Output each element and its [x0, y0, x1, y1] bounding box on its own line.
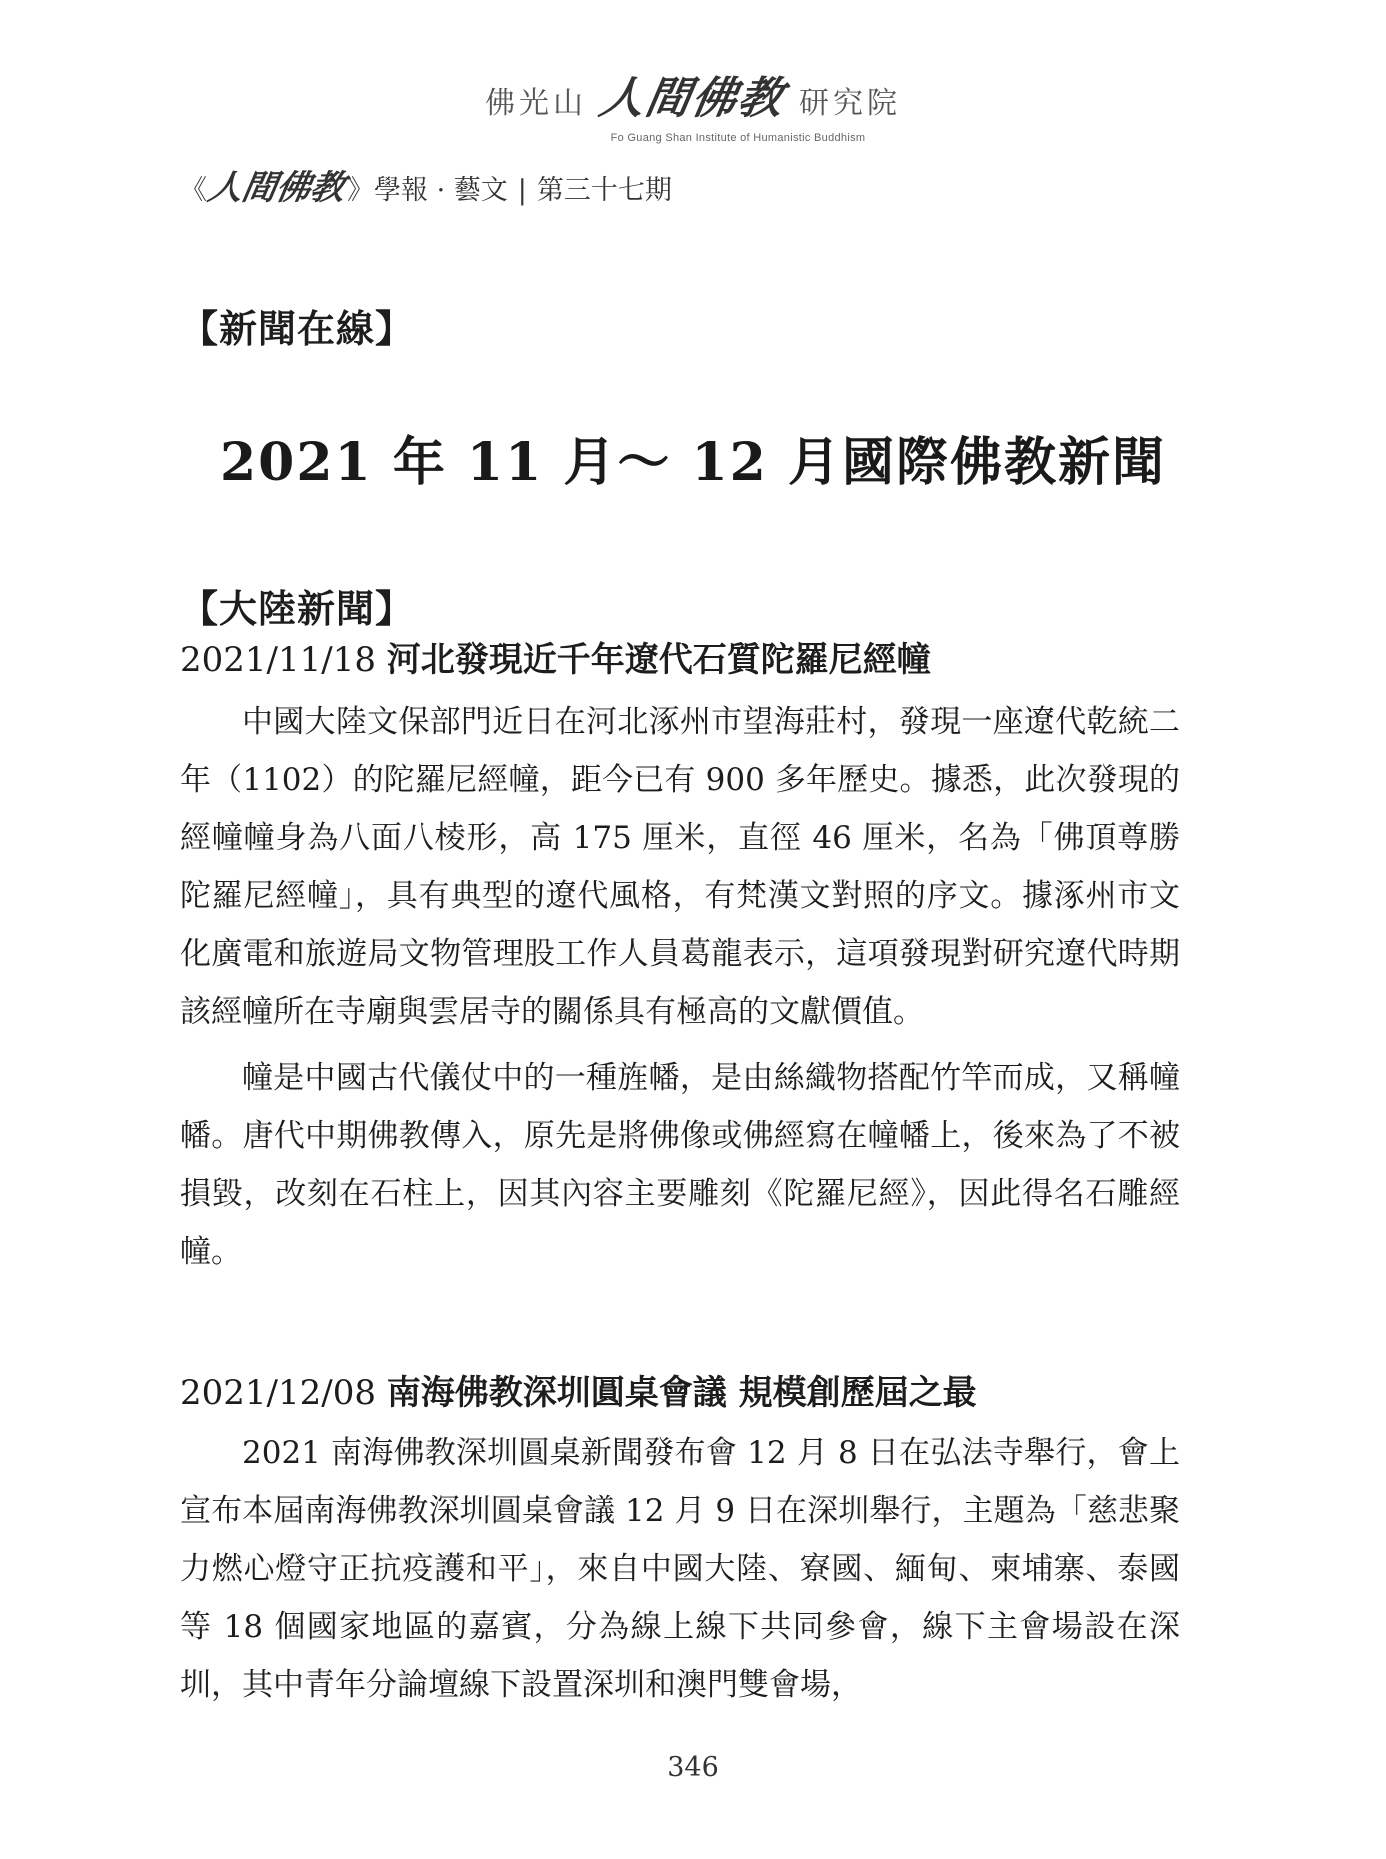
article-headline: [180, 635, 1180, 685]
institute-english-name: Fo Guang Shan Institute of Humanistic Buddhism: [610, 132, 866, 144]
article-paragraph: 中國大陸文保部門近日在河北涿州市望海莊村，發現一座遼代乾統二年（1102）的陀羅尼經幢，距今已有 900 多年歷史。據悉，此次發現的經幢幢身為八面八棱形，高 175 厘米，直徑 46 厘米，名為「佛頂尊勝陀羅尼經幢」，具有典型的遼代風格，有梵漢文對照的序文。據涿州市文化廣電和旅遊局文物管理股工作人員葛龍表示，這項發現對研究遼代時期該經幢所在寺廟與雲居寺的關係具有極高的文獻價值。: [180, 704, 1180, 1030]
sub-section-label: 【大陸新聞】: [180, 586, 415, 631]
institute-name-prefix: 佛光山: [485, 86, 587, 121]
article-paragraph: 幢是中國古代儀仗中的一種旌幡，是由絲織物搭配竹竿而成，又稱幢幡。唐代中期佛教傳入，原先是將佛像或佛經寫在幢幡上，後來為了不被損毀，改刻在石柱上，因其內容主要雕刻《陀羅尼經》，因此得名石雕經幢。: [180, 1060, 1180, 1270]
institute-name-suffix: 研究院: [799, 86, 901, 121]
article-date: 2021/11/18: [180, 640, 376, 680]
journal-close-bracket: 》: [347, 175, 374, 206]
page-header: [0, 62, 1386, 144]
institute-logo: [0, 62, 1386, 126]
journal-open-bracket: 《: [180, 175, 207, 206]
article-title: 南海佛教深圳圓桌會議 規模創歷屆之最: [386, 1373, 977, 1413]
journal-issue: 第三十七期: [536, 175, 672, 206]
section-label: 【新聞在線】: [180, 306, 415, 351]
journal-running-head: [180, 160, 672, 209]
journal-title-rest: 學報 · 藝文: [374, 175, 508, 206]
article-title: 河北發現近千年遼代石質陀羅尼經幢: [386, 640, 931, 680]
institute-name-calligraphy: 人間佛教: [595, 73, 789, 124]
news-article-2: [180, 1368, 1180, 1714]
article-date: 2021/12/08: [180, 1373, 376, 1413]
page-title: 2021 年 11 月～ 12 月國際佛教新聞: [220, 432, 1166, 493]
journal-separator: |: [517, 175, 527, 206]
article-headline: [180, 1368, 1180, 1418]
news-article-1: [180, 635, 1180, 1281]
journal-brand: 人間佛教: [204, 168, 348, 208]
page-number: 346: [667, 1752, 719, 1783]
article-paragraph: 2021 南海佛教深圳圓桌新聞發布會 12 月 8 日在弘法寺舉行，會上宣布本屆南海佛教深圳圓桌會議 12 月 9 日在深圳舉行，主題為「慈悲聚力燃心燈守正抗疫護和平」，來自中國大陸、寮國、緬甸、柬埔寨、泰國等 18 個國家地區的嘉賓，分為線上線下共同參會，線下主會場設在深圳，其中青年分論壇線下設置深圳和澳門雙會場，: [180, 1435, 1180, 1703]
